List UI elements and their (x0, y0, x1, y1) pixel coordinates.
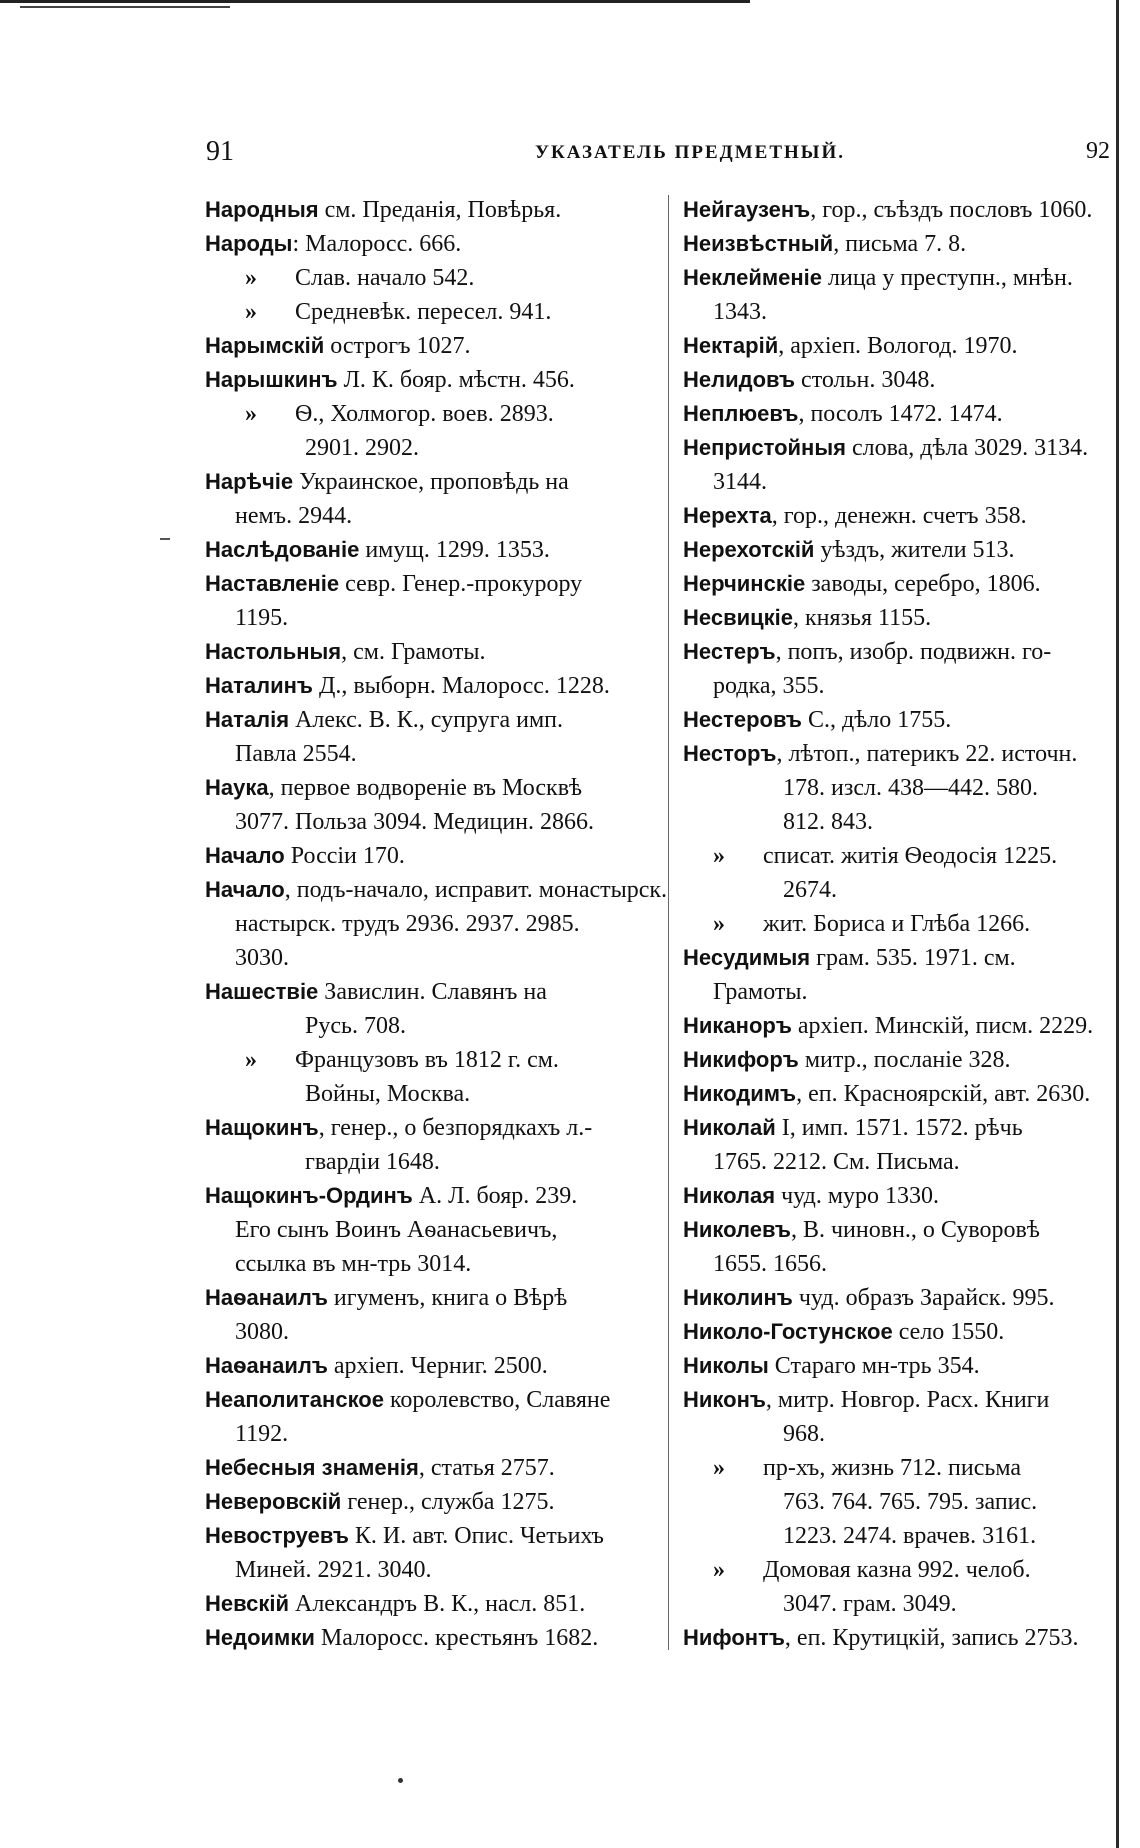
entry-text: 812. 843. (783, 809, 873, 835)
index-entry (205, 227, 660, 261)
index-entry (683, 499, 1119, 533)
entry-text: 3030. (235, 945, 289, 971)
entry-text: стольн. 3048. (795, 367, 936, 393)
entry-text: Украинское, проповѣдь на (293, 469, 569, 495)
entry-headword: Настольныя (205, 639, 342, 664)
entry-text: Д., выборн. Малоросс. 1228. (312, 673, 610, 699)
index-entry (205, 1111, 660, 1145)
index-entry (683, 1043, 1119, 1077)
index-entry (205, 1179, 660, 1213)
entry-text: архіеп. Черниг. 2500. (327, 1353, 548, 1379)
index-entry-line (683, 873, 1119, 907)
entry-text: острогъ 1027. (324, 333, 471, 359)
entry-headword: Наставленіе (205, 571, 340, 596)
entry-text: игуменъ, книга о Вѣрѣ (327, 1285, 568, 1311)
index-entry-line (205, 1315, 660, 1349)
entry-headword: Никонъ (683, 1387, 766, 1412)
entry-headword: Никифоръ (683, 1047, 799, 1072)
index-entry-line (205, 805, 660, 839)
entry-headword: Нащокинъ-Ординъ (205, 1183, 413, 1208)
entry-text: архіеп. Минскій, писм. 2229. (791, 1013, 1094, 1039)
entry-text: Стараго мн-трь 354. (768, 1353, 980, 1379)
entry-headword: Нарѣчіе (205, 469, 294, 494)
index-entry (683, 601, 1119, 635)
entry-text: 763. 764. 765. 795. запис. (783, 1489, 1038, 1515)
entry-headword: Наѳанаилъ (205, 1353, 328, 1378)
entry-text: слова, дѣла 3029. 3134. (845, 435, 1089, 461)
entry-headword: Небесныя знаменія (205, 1455, 419, 1480)
entry-text: гвардіи 1648. (305, 1149, 440, 1175)
entry-text: , митр. Новгор. Расх. Книги (765, 1387, 1050, 1413)
entry-text: , еп. Красноярскій, авт. 2630. (796, 1081, 1091, 1107)
entry-headword: Нектарій (683, 333, 779, 358)
entry-text: 1192. (235, 1421, 289, 1447)
entry-text: 2674. (783, 877, 837, 903)
entry-text: родка, 355. (713, 673, 825, 699)
index-entry (205, 329, 660, 363)
ditto-mark: » (713, 1455, 725, 1481)
entry-headword: Нейгаузенъ (683, 197, 811, 222)
entry-headword: Николая (683, 1183, 776, 1208)
index-entry (205, 771, 660, 805)
entry-text: заводы, серебро, 1806. (805, 571, 1041, 597)
ditto-mark: » (245, 401, 257, 427)
index-entry (683, 1315, 1119, 1349)
entry-text: 3077. Польза 3094. Медицин. 2866. (235, 809, 595, 835)
entry-headword: Начало (205, 843, 285, 868)
entry-text: Грамоты. (713, 979, 808, 1005)
right-index-column (683, 193, 1119, 1655)
index-entry (683, 737, 1119, 771)
entry-text: : Малоросс. 666. (292, 231, 462, 257)
entry-headword: Николинъ (683, 1285, 793, 1310)
index-entry-line (683, 1145, 1119, 1179)
entry-text: К. И. авт. Опис. Четьихъ (348, 1523, 604, 1549)
index-entry (683, 567, 1119, 601)
entry-text: уѣздъ, жители 513. (814, 537, 1015, 563)
entry-text: , письма 7. 8. (833, 231, 967, 257)
index-entry (683, 1349, 1119, 1383)
entry-text: жит. Бориса и Глѣба 1266. (763, 911, 1031, 937)
index-entry-line (205, 1043, 660, 1077)
index-entry-line (683, 465, 1119, 499)
entry-headword: Невоструевъ (205, 1523, 349, 1548)
entry-text: Павла 2554. (235, 741, 357, 767)
entry-text: Завислин. Славянъ на (318, 979, 547, 1005)
index-entry (683, 193, 1119, 227)
index-entry-line (205, 1077, 660, 1111)
index-entry (205, 533, 660, 567)
top-border-rule-thin (20, 6, 230, 8)
entry-headword: Нерчинскіе (683, 571, 806, 596)
entry-text: Русь. 708. (305, 1013, 406, 1039)
entry-headword: Неверовскій (205, 1489, 342, 1514)
index-entry (683, 1621, 1119, 1655)
entry-text: , князья 1155. (793, 605, 932, 631)
index-entry (683, 1213, 1119, 1247)
index-entry-line (205, 737, 660, 771)
index-entry (205, 703, 660, 737)
entry-headword: Неизвѣстный (683, 231, 834, 256)
page-header (200, 136, 1116, 176)
entry-headword: Нарымскій (205, 333, 325, 358)
index-entry (205, 1587, 660, 1621)
entry-text: Алекс. В. К., супруга имп. (289, 707, 563, 733)
index-entry (683, 329, 1119, 363)
entry-text: 178. изсл. 438—442. 580. (783, 775, 1038, 801)
entry-text: , подъ-начало, исправит. монастырск. (284, 877, 668, 903)
index-entry-line (205, 907, 660, 941)
index-entry-line (205, 1145, 660, 1179)
entry-text: Россіи 170. (284, 843, 405, 869)
left-index-column (205, 193, 668, 1655)
entry-text: А. Л. бояр. 239. (412, 1183, 578, 1209)
index-entry-line (683, 805, 1119, 839)
entry-text: село 1550. (892, 1319, 1005, 1345)
index-entry (205, 193, 660, 227)
index-entry-line (205, 1213, 660, 1247)
entry-text: 2901. 2902. (305, 435, 419, 461)
entry-text: имущ. 1299. 1353. (359, 537, 550, 563)
entry-headword: Наслѣдованіе (205, 537, 360, 562)
index-entry-line (205, 941, 660, 975)
entry-text: настырск. трудъ 2936. 2937. 2985. (235, 911, 580, 937)
entry-text: пр-хъ, жизнь 712. письма (763, 1455, 1021, 1481)
entry-text: Слав. начало 542. (295, 265, 475, 291)
entry-headword: Нифонтъ (683, 1625, 785, 1650)
index-entry-line (205, 295, 660, 329)
entry-text: 3080. (235, 1319, 289, 1345)
entry-headword: Николы (683, 1353, 769, 1378)
entry-text: Малоросс. крестьянъ 1682. (314, 1625, 599, 1651)
ditto-mark: » (245, 265, 257, 291)
entry-text: , статья 2757. (418, 1455, 555, 1481)
running-title: УКАЗАТЕЛЬ ПРЕДМЕТНЫЙ. (535, 142, 845, 163)
index-entry-line (683, 1519, 1119, 1553)
entry-headword: Непристойныя (683, 435, 846, 460)
index-entry-line (205, 1417, 660, 1451)
index-entry (683, 431, 1119, 465)
index-entry (205, 1349, 660, 1383)
entry-text: Ѳ., Холмогор. воев. 2893. (295, 401, 554, 427)
entry-text: , гор., съѣздъ пословъ 1060. (810, 197, 1093, 223)
entry-headword: Николевъ (683, 1217, 791, 1242)
index-entry (205, 975, 660, 1009)
entry-text: 1343. (713, 299, 767, 325)
index-entry (683, 703, 1119, 737)
entry-text: 3047. грам. 3049. (783, 1591, 957, 1617)
entry-headword: Несудимыя (683, 945, 811, 970)
index-entry (205, 1485, 660, 1519)
entry-text: С., дѣло 1755. (801, 707, 952, 733)
index-entry (683, 1383, 1119, 1417)
entry-text: 3144. (713, 469, 767, 495)
entry-text: 1655. 1656. (713, 1251, 827, 1277)
index-entry (205, 873, 668, 907)
index-entry-line (683, 1553, 1119, 1587)
entry-text: , попъ, изобр. подвижн. го- (775, 639, 1052, 665)
index-entry (683, 533, 1119, 567)
entry-text: , гор., денежн. счетъ 358. (771, 503, 1027, 529)
entry-text: ссылка въ мн-трь 3014. (235, 1251, 472, 1277)
entry-text: , лѣтоп., патерикъ 22. источн. (776, 741, 1078, 767)
index-entry (205, 1281, 660, 1315)
entry-text: Миней. 2921. 3040. (235, 1557, 432, 1583)
entry-headword: Никаноръ (683, 1013, 792, 1038)
index-entry (205, 363, 660, 397)
index-entry (683, 1111, 1119, 1145)
entry-text: 968. (783, 1421, 825, 1447)
entry-text: королевство, Славяне (383, 1387, 611, 1413)
entry-headword: Нащокинъ (205, 1115, 319, 1140)
entry-headword: Неклейменіе (683, 265, 822, 290)
index-entry-line (205, 1553, 660, 1587)
entry-text: I, имп. 1571. 1572. рѣчь (775, 1115, 1023, 1141)
entry-headword: Нарышкинъ (205, 367, 338, 392)
entry-text: чуд. образъ Зарайск. 995. (792, 1285, 1055, 1311)
column-divider (668, 195, 669, 1650)
entry-headword: Недоимки (205, 1625, 315, 1650)
entry-text: Александръ В. К., насл. 851. (288, 1591, 586, 1617)
ditto-mark: » (245, 1047, 257, 1073)
index-entry (683, 635, 1119, 669)
index-entry-line (205, 431, 660, 465)
entry-headword: Наталія (205, 707, 290, 732)
entry-headword: Николо-Гостунское (683, 1319, 893, 1344)
entry-headword: Никодимъ (683, 1081, 797, 1106)
entry-text: Домовая казна 992. челоб. (763, 1557, 1031, 1583)
entry-headword: Невскій (205, 1591, 289, 1616)
ditto-mark: » (245, 299, 257, 325)
entry-headword: Нестеровъ (683, 707, 802, 732)
index-entry-line (205, 1247, 660, 1281)
index-entry-line (683, 1485, 1119, 1519)
index-entry (205, 669, 660, 703)
entry-headword: Несвицкіе (683, 605, 793, 630)
index-entry-line (683, 1247, 1119, 1281)
ditto-mark: » (713, 911, 725, 937)
entry-text: , еп. Крутицкій, запись 2753. (784, 1625, 1079, 1651)
index-entry (205, 1621, 660, 1655)
entry-headword: Народныя (205, 197, 319, 222)
entry-text: чуд. муро 1330. (775, 1183, 940, 1209)
index-entry (205, 465, 660, 499)
index-entry (205, 567, 660, 601)
index-entry (683, 227, 1119, 261)
index-entry (205, 839, 660, 873)
index-entry-line (205, 261, 660, 295)
entry-headword: Народы (205, 231, 293, 256)
ditto-mark: » (713, 1557, 725, 1583)
entry-text: списат. житія Ѳеодосія 1225. (763, 843, 1058, 869)
index-entry-line (683, 1417, 1119, 1451)
index-entry-line (683, 1451, 1119, 1485)
entry-text: 1765. 2212. См. Письма. (713, 1149, 960, 1175)
entry-headword: Неаполитанское (205, 1387, 384, 1412)
entry-headword: Наталинъ (205, 673, 313, 698)
entry-text: Его сынъ Воинъ Аѳанасьевичъ, (235, 1217, 558, 1243)
index-entry-line (205, 1009, 660, 1043)
entry-text: , архіеп. Вологод. 1970. (778, 333, 1018, 359)
index-entry-line (683, 839, 1119, 873)
entry-headword: Нерехотскій (683, 537, 815, 562)
index-entry (683, 397, 1119, 431)
entry-headword: Нерехта (683, 503, 772, 528)
index-entry-line (205, 499, 660, 533)
entry-headword: Неплюевъ (683, 401, 799, 426)
index-entry-line (683, 1587, 1119, 1621)
index-entry-line (205, 397, 660, 431)
index-entry (683, 1009, 1119, 1043)
margin-mark (160, 538, 170, 540)
entry-text: севр. Генер.-прокурору (339, 571, 583, 597)
entry-text: , В. чиновн., о Суворовѣ (790, 1217, 1040, 1243)
entry-text: Средневѣк. пересел. 941. (295, 299, 552, 325)
entry-text: лица у преступн., мнѣн. (822, 265, 1073, 291)
entry-headword: Нестеръ (683, 639, 776, 664)
entry-headword: Наѳанаилъ (205, 1285, 328, 1310)
entry-headword: Нашествіе (205, 979, 319, 1004)
entry-text: генер., служба 1275. (341, 1489, 555, 1515)
entry-text: , см. Грамоты. (341, 639, 486, 665)
right-page-number: 92 (1086, 138, 1110, 164)
page-speck (398, 1778, 403, 1783)
index-entry-line (683, 907, 1119, 941)
index-entry-line (683, 771, 1119, 805)
left-page-number: 91 (206, 136, 234, 167)
entry-text: Л. К. бояр. мѣстн. 456. (337, 367, 575, 393)
index-entry-line (683, 975, 1119, 1009)
index-entry (683, 261, 1119, 295)
entry-text: Французовъ въ 1812 г. см. (295, 1047, 559, 1073)
entry-text: см. Преданія, Повѣрья. (318, 197, 562, 223)
entry-text: 1195. (235, 605, 289, 631)
ditto-mark: » (713, 843, 725, 869)
entry-text: , генер., о безпорядкахъ л.- (318, 1115, 593, 1141)
index-entry (683, 1077, 1119, 1111)
entry-text: , первое водвореніе въ Москвѣ (268, 775, 583, 801)
entry-text: митр., посланіе 328. (798, 1047, 1011, 1073)
entry-text: Войны, Москва. (305, 1081, 471, 1107)
index-entry (683, 941, 1119, 975)
top-border-rule (0, 0, 750, 3)
entry-headword: Николай (683, 1115, 776, 1140)
index-entry-line (683, 295, 1119, 329)
index-entry (205, 1383, 660, 1417)
entry-headword: Нелидовъ (683, 367, 796, 392)
entry-text: грам. 535. 1971. см. (810, 945, 1016, 971)
entry-headword: Несторъ (683, 741, 777, 766)
index-entry (205, 1451, 660, 1485)
entry-text: , посолъ 1472. 1474. (798, 401, 1003, 427)
index-entry-line (683, 669, 1119, 703)
index-entry-line (205, 601, 660, 635)
index-entry (683, 1179, 1119, 1213)
index-entry (683, 363, 1119, 397)
entry-text: 1223. 2474. врачев. 3161. (783, 1523, 1037, 1549)
index-entry (205, 1519, 660, 1553)
index-entry (683, 1281, 1119, 1315)
entry-text: немъ. 2944. (235, 503, 353, 529)
entry-headword: Начало (205, 877, 285, 902)
index-entry (205, 635, 660, 669)
entry-headword: Наука (205, 775, 269, 800)
